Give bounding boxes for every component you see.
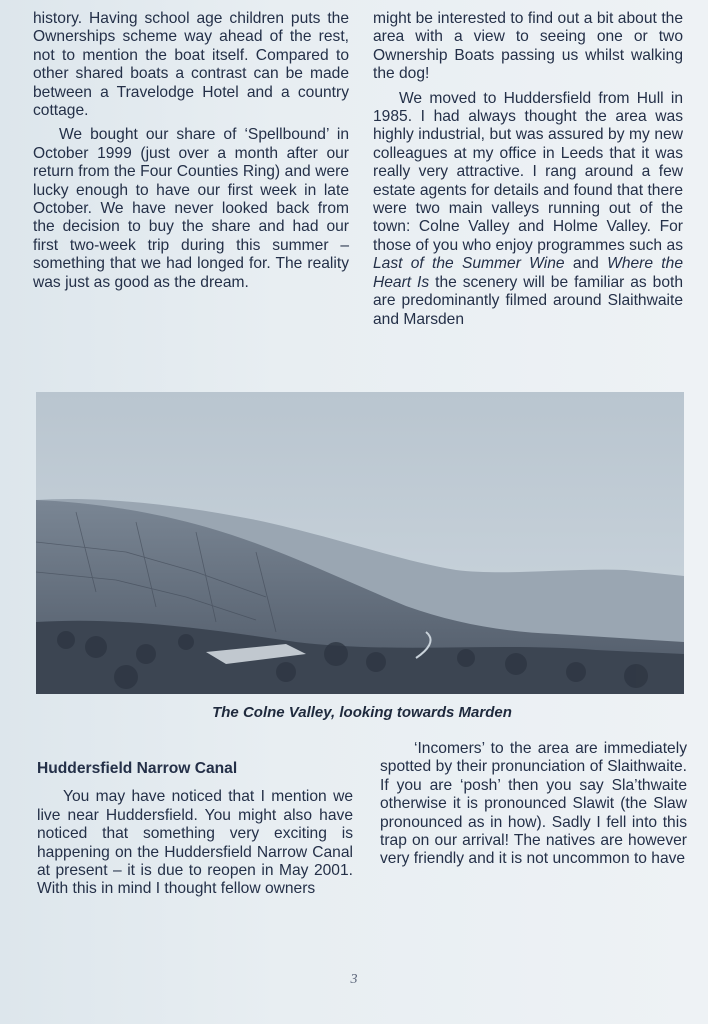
photo-caption: The Colne Valley, looking towards Marden <box>212 704 512 721</box>
paragraph: might be interested to find out a bit about the area with a view to seeing one or two Ownership Boats passing us whilst walking the dog! <box>373 10 683 83</box>
paragraph: history. Having school age children puts the Ownerships scheme way ahead of the rest, not to mention the boat itself. Compared to other shared boats a contrast can be made between a Travelodge Hotel and a country cottage. <box>33 10 349 120</box>
text-run: and <box>564 255 608 273</box>
landscape-photo <box>36 392 684 694</box>
paragraph: You may have noticed that I mention we live near Huddersfield. You might also have noticed that something very exciting is happening on the Huddersfield Narrow Canal at present – it is due to reopen in May 2001. With this in mind I thought fellow owners <box>37 788 353 898</box>
paragraph: We bought our share of ‘Spellbound’ in October 1999 (just over a month after our return from the Four Counties Ring) and were lucky enough to have our first week in late October. We have never looked back from the decision to buy the share and had our first two-week trip during this summer – something that we had longed for. The reality was just as good as the dream. <box>33 126 349 291</box>
italic-title: Where the Heart Is <box>373 255 683 291</box>
text-run: the scenery will be familiar as both are predominantly filmed around Slaithwaite and Marsden <box>373 273 683 328</box>
section-heading: Huddersfield Narrow Canal <box>37 760 238 777</box>
text-run: We moved to Huddersfield from Hull in 1985. I had always thought the area was highly industrial, but was assured by my new colleagues at my office in Leeds that it was really very attractive. I rang around a few estate agents for details and found that there were two main valleys running out of the town: Colne Valley and Holme Valley. For those of you who enjoy programmes such as <box>373 89 683 254</box>
page-number: 3 <box>350 972 358 987</box>
paragraph <box>373 90 683 329</box>
text-column-bottom-left <box>37 760 353 899</box>
text-column-bottom-right <box>380 740 687 869</box>
text-column-top-right <box>373 10 683 329</box>
italic-title: Last of the Summer Wine <box>373 255 565 273</box>
text-column-top-left <box>33 10 349 292</box>
paragraph: ‘Incomers’ to the area are immediately spotted by their pronunciation of Slaithwaite. If you are ‘posh’ then you say Sla’thwaite otherwise it is pronounced Slawit (the Slaw pronounced as in how). Sadly I fell into this trap on our arrival! The natives are however very friendly and it is not uncommon to have <box>380 740 687 868</box>
valley-illustration <box>36 392 684 694</box>
